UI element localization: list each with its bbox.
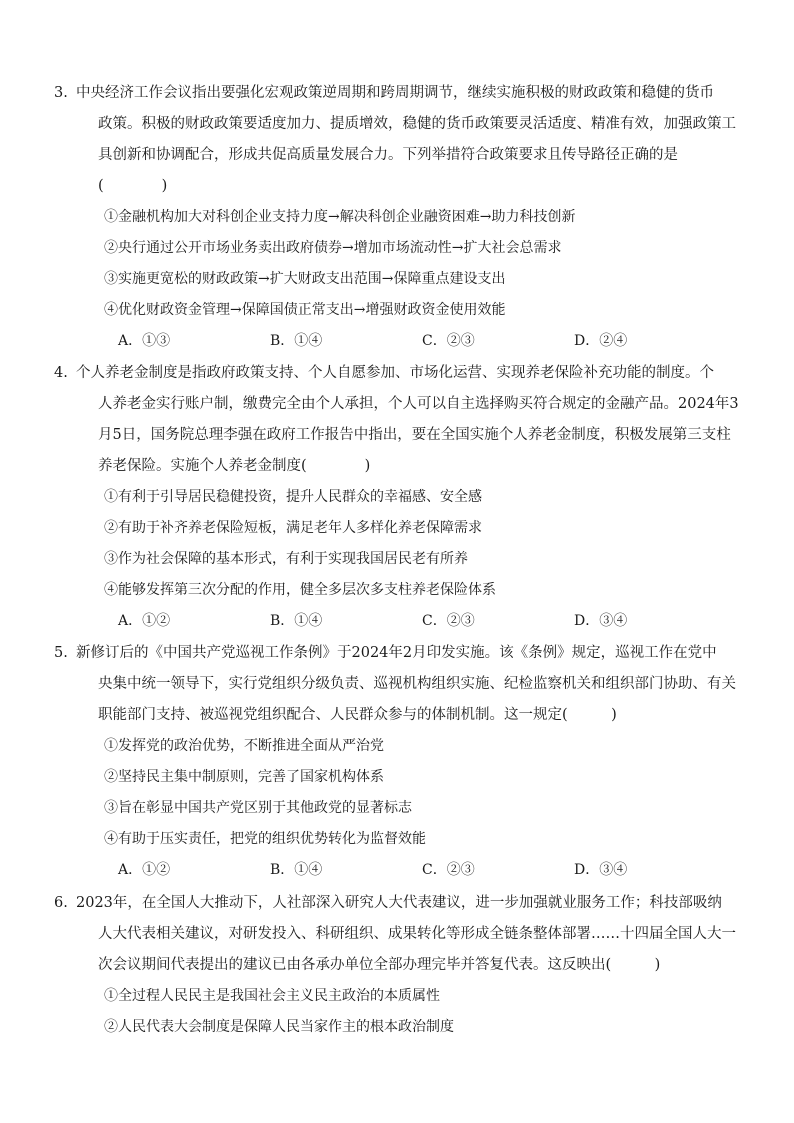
stem-line: 养老保险。实施个人养老金制度( ) [98, 458, 371, 474]
question-stem [54, 78, 736, 202]
question-number: 4. [54, 365, 68, 381]
question-3 [54, 78, 736, 357]
choice-c[interactable]: C．②③ [422, 613, 475, 629]
question-number: 5. [54, 645, 68, 661]
answer-choices [76, 855, 726, 886]
stem-line: 次会议期间代表提出的建议已由各承办单位全部办理完毕并答复代表。这反映出( ) [98, 957, 661, 973]
stem-line: 个人养老金制度是指政府政策支持、个人自愿参加、市场化运营、实现养老保险补充功能的制度。个 [76, 365, 714, 381]
stem-line: 中央经济工作会议指出要强化宏观政策逆周期和跨周期调节，继续实施积极的财政政策和稳健的货币 [76, 85, 714, 101]
choice-a[interactable]: A．①② [118, 613, 171, 629]
option-1: ①有利于引导居民稳健投资，提升人民群众的幸福感、安全感 [104, 489, 482, 505]
answer-blank: ( ) [98, 178, 168, 194]
question-stem [54, 638, 736, 731]
stem-line: 新修订后的《中国共产党巡视工作条例》于2024年2月印发实施。该《条例》规定，巡视工作在党中 [76, 645, 717, 661]
option-1: ①发挥党的政治优势，不断推进全面从严治党 [104, 738, 384, 754]
choice-c[interactable]: C．②③ [422, 862, 475, 878]
option-2: ②有助于补齐养老保险短板，满足老年人多样化养老保障需求 [104, 520, 482, 536]
question-5 [54, 638, 736, 886]
stem-line: 政策。积极的财政政策要适度加力、提质增效，稳健的货币政策要灵活适度、精准有效，加强政策工 [98, 116, 736, 132]
choice-d[interactable]: D．②④ [574, 333, 628, 349]
stem-line: 人大代表相关建议，对研发投入、科研组织、成果转化等形成全链条整体部署……十四届全国人大一 [98, 926, 736, 942]
option-4: ④能够发挥第三次分配的作用，健全多层次多支柱养老保险体系 [104, 582, 496, 598]
choice-b[interactable]: B．①④ [270, 862, 323, 878]
answer-choices [76, 606, 726, 637]
option-2: ②央行通过公开市场业务卖出政府债券→增加市场流动性→扩大社会总需求 [104, 240, 562, 256]
stem-line: 具创新和协调配合，形成共促高质量发展合力。下列举措符合政策要求且传导路径正确的是 [98, 147, 678, 163]
option-2: ②坚持民主集中制原则，完善了国家机构体系 [104, 769, 384, 785]
stem-line: 央集中统一领导下，实行党组织分级负责、巡视机构组织实施、纪检监察机关和组织部门协助、有关 [98, 676, 736, 692]
stem-line: 月5日，国务院总理李强在政府工作报告中指出，要在全国实施个人养老金制度，积极发展第三支柱 [98, 427, 731, 443]
option-1: ①全过程人民民主是我国社会主义民主政治的本质属性 [104, 988, 440, 1004]
choice-a[interactable]: A．①② [118, 862, 171, 878]
choice-d[interactable]: D．③④ [574, 613, 628, 629]
choice-b[interactable]: B．①④ [270, 333, 323, 349]
option-3: ③旨在彰显中国共产党区别于其他政党的显著标志 [104, 800, 412, 816]
option-4: ④有助于压实责任，把党的组织优势转化为监督效能 [104, 831, 426, 847]
option-3: ③作为社会保障的基本形式，有利于实现我国居民老有所养 [104, 551, 468, 567]
question-stem [54, 888, 736, 981]
choice-b[interactable]: B．①④ [270, 613, 323, 629]
stem-line: 职能部门支持、被巡视党组织配合、人民群众参与的体制机制。这一规定( ) [98, 707, 617, 723]
stem-line: 2023年，在全国人大推动下，人社部深入研究人大代表建议，进一步加强就业服务工作；科技部吸纳 [76, 895, 722, 911]
option-1: ①金融机构加大对科创企业支持力度→解决科创企业融资困难→助力科技创新 [104, 209, 576, 225]
stem-line: 人养老金实行账户制，缴费完全由个人承担，个人可以自主选择购买符合规定的金融产品。2024年3 [98, 396, 739, 412]
choice-d[interactable]: D．③④ [574, 862, 628, 878]
question-stem [54, 358, 739, 482]
question-number: 3. [54, 85, 68, 101]
question-6 [54, 888, 736, 1043]
option-2: ②人民代表大会制度是保障人民当家作主的根本政治制度 [104, 1019, 454, 1035]
question-number: 6. [54, 895, 68, 911]
option-3: ③实施更宽松的财政政策→扩大财政支出范围→保障重点建设支出 [104, 271, 506, 287]
question-4 [54, 358, 739, 637]
option-4: ④优化财政资金管理→保障国债正常支出→增强财政资金使用效能 [104, 302, 506, 318]
answer-choices [76, 326, 726, 357]
choice-a[interactable]: A．①③ [118, 333, 171, 349]
choice-c[interactable]: C．②③ [422, 333, 475, 349]
